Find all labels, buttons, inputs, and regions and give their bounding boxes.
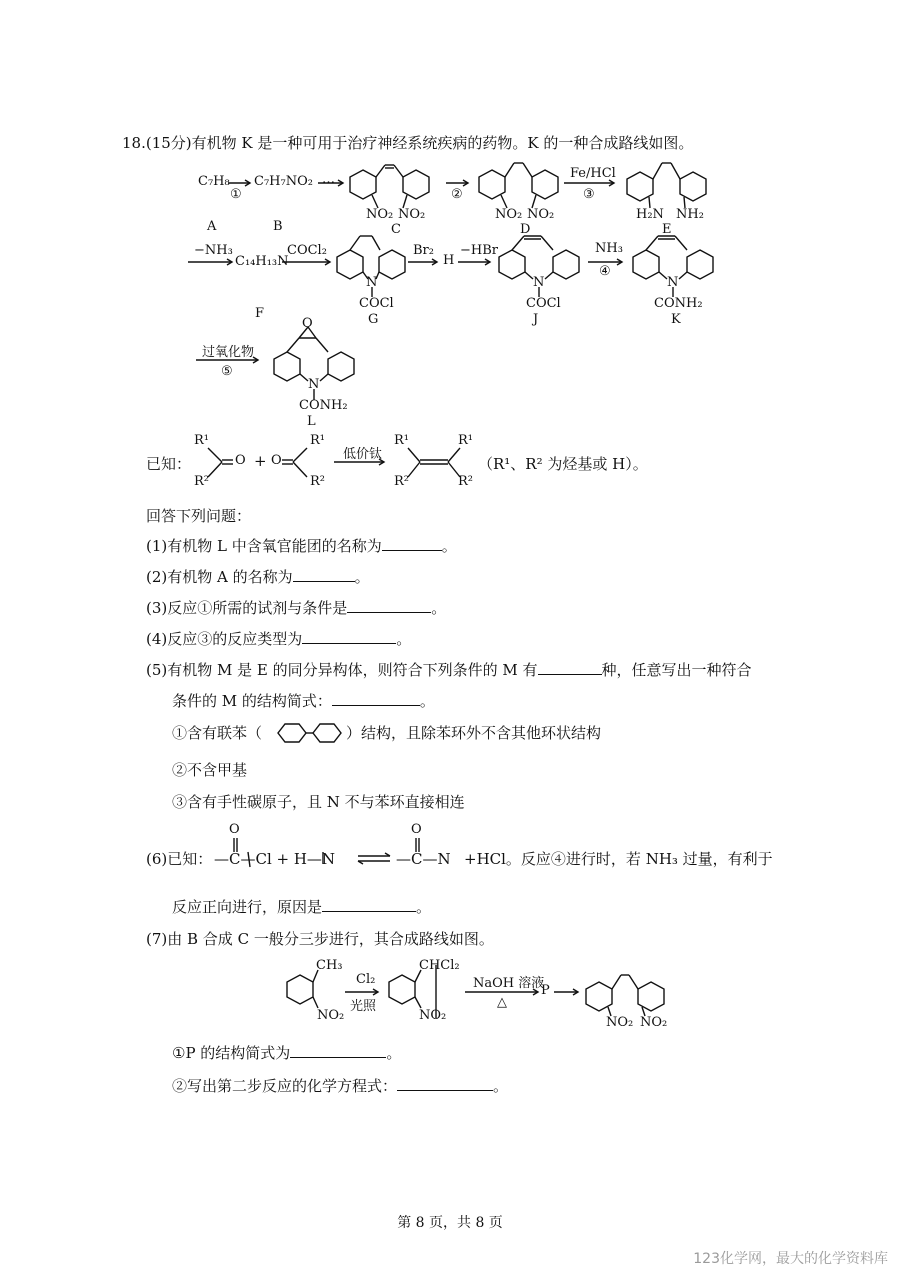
e-h2n: H₂N xyxy=(636,207,664,222)
answer-blank-5b[interactable] xyxy=(332,691,420,706)
known-note: （R¹、R² 为烃基或 H）。 xyxy=(478,455,648,473)
step-1-label: ① xyxy=(230,187,242,202)
molecule-c xyxy=(350,165,429,208)
period: 。 xyxy=(354,568,370,586)
known-r1-c: R¹ xyxy=(394,433,409,448)
q7-cl2: Cl₂ xyxy=(356,972,376,987)
q7-ch3: CH₃ xyxy=(316,958,343,973)
condition-2: ②不含甲基 xyxy=(172,761,248,779)
nh3-reagent: NH₃ xyxy=(595,241,623,256)
g-n: N xyxy=(366,275,378,290)
q6-eq-left: —C—Cl + H—N xyxy=(214,850,336,868)
d-no2-right: NO₂ xyxy=(527,207,555,222)
answer-blank-3[interactable] xyxy=(347,598,431,613)
label-g: G xyxy=(368,312,379,327)
question-4 xyxy=(146,629,411,649)
br2-reagent: Br₂ xyxy=(413,243,434,258)
label-f: F xyxy=(255,306,265,321)
question-1-text: (1)有机物 L 中含氧官能团的名称为 xyxy=(146,537,382,555)
period: 。 xyxy=(441,537,457,555)
q6-o-right: O xyxy=(411,822,422,837)
step-3-label: ③ xyxy=(583,187,595,202)
k-n: N xyxy=(667,275,679,290)
step-5-label: ⑤ xyxy=(221,364,233,379)
question-6-prefix: (6)已知： xyxy=(146,850,213,868)
question-7-sub1 xyxy=(172,1043,401,1063)
l-epoxide-o: O xyxy=(302,316,313,331)
formula-a: C₇H₈ xyxy=(198,174,230,189)
g-cocl: COCl xyxy=(359,296,394,311)
known-catalyst: 低价钛 xyxy=(343,447,383,462)
period: 。 xyxy=(493,1077,509,1095)
question-5-text-a: (5)有机物 M 是 E 的同分异构体，则符合下列条件的 M 有 xyxy=(146,661,538,679)
known-r1-d: R¹ xyxy=(458,433,473,448)
label-c: C xyxy=(391,222,401,237)
answer-blank-2[interactable] xyxy=(293,567,355,582)
known-r2-a: R² xyxy=(194,474,209,489)
condition-1-b: ）结构，且除苯环外不含其他环状结构 xyxy=(346,724,602,742)
question-7-sub2 xyxy=(172,1076,508,1096)
d-no2-left: NO₂ xyxy=(495,207,523,222)
known-r2-c: R² xyxy=(394,474,409,489)
question-points: (15分) xyxy=(145,134,192,152)
label-b: B xyxy=(273,219,283,234)
q7-no2-a: NO₂ xyxy=(317,1008,345,1023)
known-r1-a: R¹ xyxy=(194,433,209,448)
known-r2-b: R² xyxy=(310,474,325,489)
question-4-text: (4)反应③的反应类型为 xyxy=(146,630,303,648)
label-d: D xyxy=(520,222,531,237)
page-footer: 第 8 页，共 8 页 xyxy=(397,1215,503,1231)
q7-no2-c: NO₂ xyxy=(606,1015,634,1030)
answer-blank-5a[interactable] xyxy=(538,660,602,675)
question-1 xyxy=(146,536,457,556)
dots: … xyxy=(322,172,335,187)
q7-light: 光照 xyxy=(350,999,377,1014)
l-n: N xyxy=(308,377,320,392)
known-r2-d: R² xyxy=(458,474,473,489)
label-e: E xyxy=(662,222,672,237)
label-l: L xyxy=(307,414,316,429)
q7-naoh: NaOH 溶液 xyxy=(473,976,545,991)
q7-no2-d: NO₂ xyxy=(640,1015,668,1030)
known-o-a: O xyxy=(235,453,246,468)
q7-no2-b: NO₂ xyxy=(419,1008,447,1023)
condition-1-a: ①含有联苯（ xyxy=(172,724,263,742)
q6-o-left: O xyxy=(229,822,240,837)
known-r1-b: R¹ xyxy=(310,433,325,448)
question-7-sub2-text: ②写出第二步反应的化学方程式： xyxy=(172,1077,398,1095)
q7-delta: △ xyxy=(497,995,507,1010)
question-7-intro: (7)由 B 合成 C 一般分三步进行，其合成路线如图。 xyxy=(146,930,494,948)
question-2 xyxy=(146,567,370,587)
question-5-text-c: 条件的 M 的结构简式： xyxy=(172,692,332,710)
answer-blank-1[interactable] xyxy=(382,536,442,551)
e-nh2: NH₂ xyxy=(676,207,704,222)
period: 。 xyxy=(396,630,412,648)
answer-blank-6[interactable] xyxy=(322,897,416,912)
condition-3: ③含有手性碳原子，且 N 不与苯环直接相连 xyxy=(172,793,465,811)
j-n: N xyxy=(533,275,545,290)
hbr-reagent: −HBr xyxy=(460,243,498,258)
label-k: K xyxy=(671,312,681,327)
biphenyl-drawing xyxy=(278,724,341,742)
c-no2-left: NO₂ xyxy=(366,207,394,222)
l-conh2: CONH₂ xyxy=(299,398,348,413)
oxidant-reagent: 过氧化物 xyxy=(202,345,255,360)
question-number: 18. xyxy=(122,134,146,152)
question-intro: 有机物 K 是一种可用于治疗神经系统疾病的药物。K 的一种合成路线如图。 xyxy=(191,134,694,152)
step-4-label: ④ xyxy=(599,264,611,279)
known-reaction-drawing xyxy=(208,448,460,477)
question-6-line2 xyxy=(172,897,431,917)
period: 。 xyxy=(419,692,435,710)
question-6-text: 反应正向进行，原因是 xyxy=(172,898,323,916)
watermark: 123化学网，最大的化学资料库 xyxy=(693,1251,888,1267)
question-5-line2 xyxy=(172,691,435,711)
answer-blank-7b[interactable] xyxy=(397,1076,493,1091)
period: 。 xyxy=(386,1044,402,1062)
j-cocl: COCl xyxy=(526,296,561,311)
intermediate-h: H xyxy=(443,253,455,268)
step-3-reagent: Fe/HCl xyxy=(570,166,616,181)
formula-f: C₁₄H₁₃N xyxy=(235,254,289,269)
q6-eq-right: —C—N xyxy=(396,850,451,868)
answer-heading: 回答下列问题： xyxy=(146,507,252,525)
period: 。 xyxy=(431,599,447,617)
formula-b: C₇H₇NO₂ xyxy=(254,174,313,189)
question-5-text-b: 种，任意写出一种符合 xyxy=(601,661,752,679)
known-plus: + xyxy=(254,452,267,470)
f-reagent: −NH₃ xyxy=(194,243,233,258)
answer-blank-7a[interactable] xyxy=(290,1043,386,1058)
q6-hcl-text: +HCl。反应④进行时，若 NH₃ 过量，有利于 xyxy=(464,850,773,868)
question-3-text: (3)反应①所需的试剂与条件是 xyxy=(146,599,348,617)
label-a: A xyxy=(207,219,217,234)
period: 。 xyxy=(416,898,432,916)
known-o-b: O xyxy=(271,453,282,468)
question-7-sub1-text: ①P 的结构简式为 xyxy=(172,1044,291,1062)
q7-chcl2: CHCl₂ xyxy=(419,958,460,973)
molecule-d xyxy=(479,163,558,208)
known-prefix: 已知： xyxy=(146,455,192,473)
k-conh2: CONH₂ xyxy=(654,296,703,311)
c-no2-right: NO₂ xyxy=(398,207,426,222)
molecule-e xyxy=(627,163,706,208)
g-reagent: COCl₂ xyxy=(287,243,327,258)
question-3 xyxy=(146,598,446,618)
step-2-label: ② xyxy=(451,187,463,202)
label-j: J xyxy=(533,312,539,327)
answer-blank-4[interactable] xyxy=(302,629,396,644)
question-5-line1 xyxy=(146,660,752,680)
q7-p: P xyxy=(541,983,550,998)
question-2-text: (2)有机物 A 的名称为 xyxy=(146,568,293,586)
